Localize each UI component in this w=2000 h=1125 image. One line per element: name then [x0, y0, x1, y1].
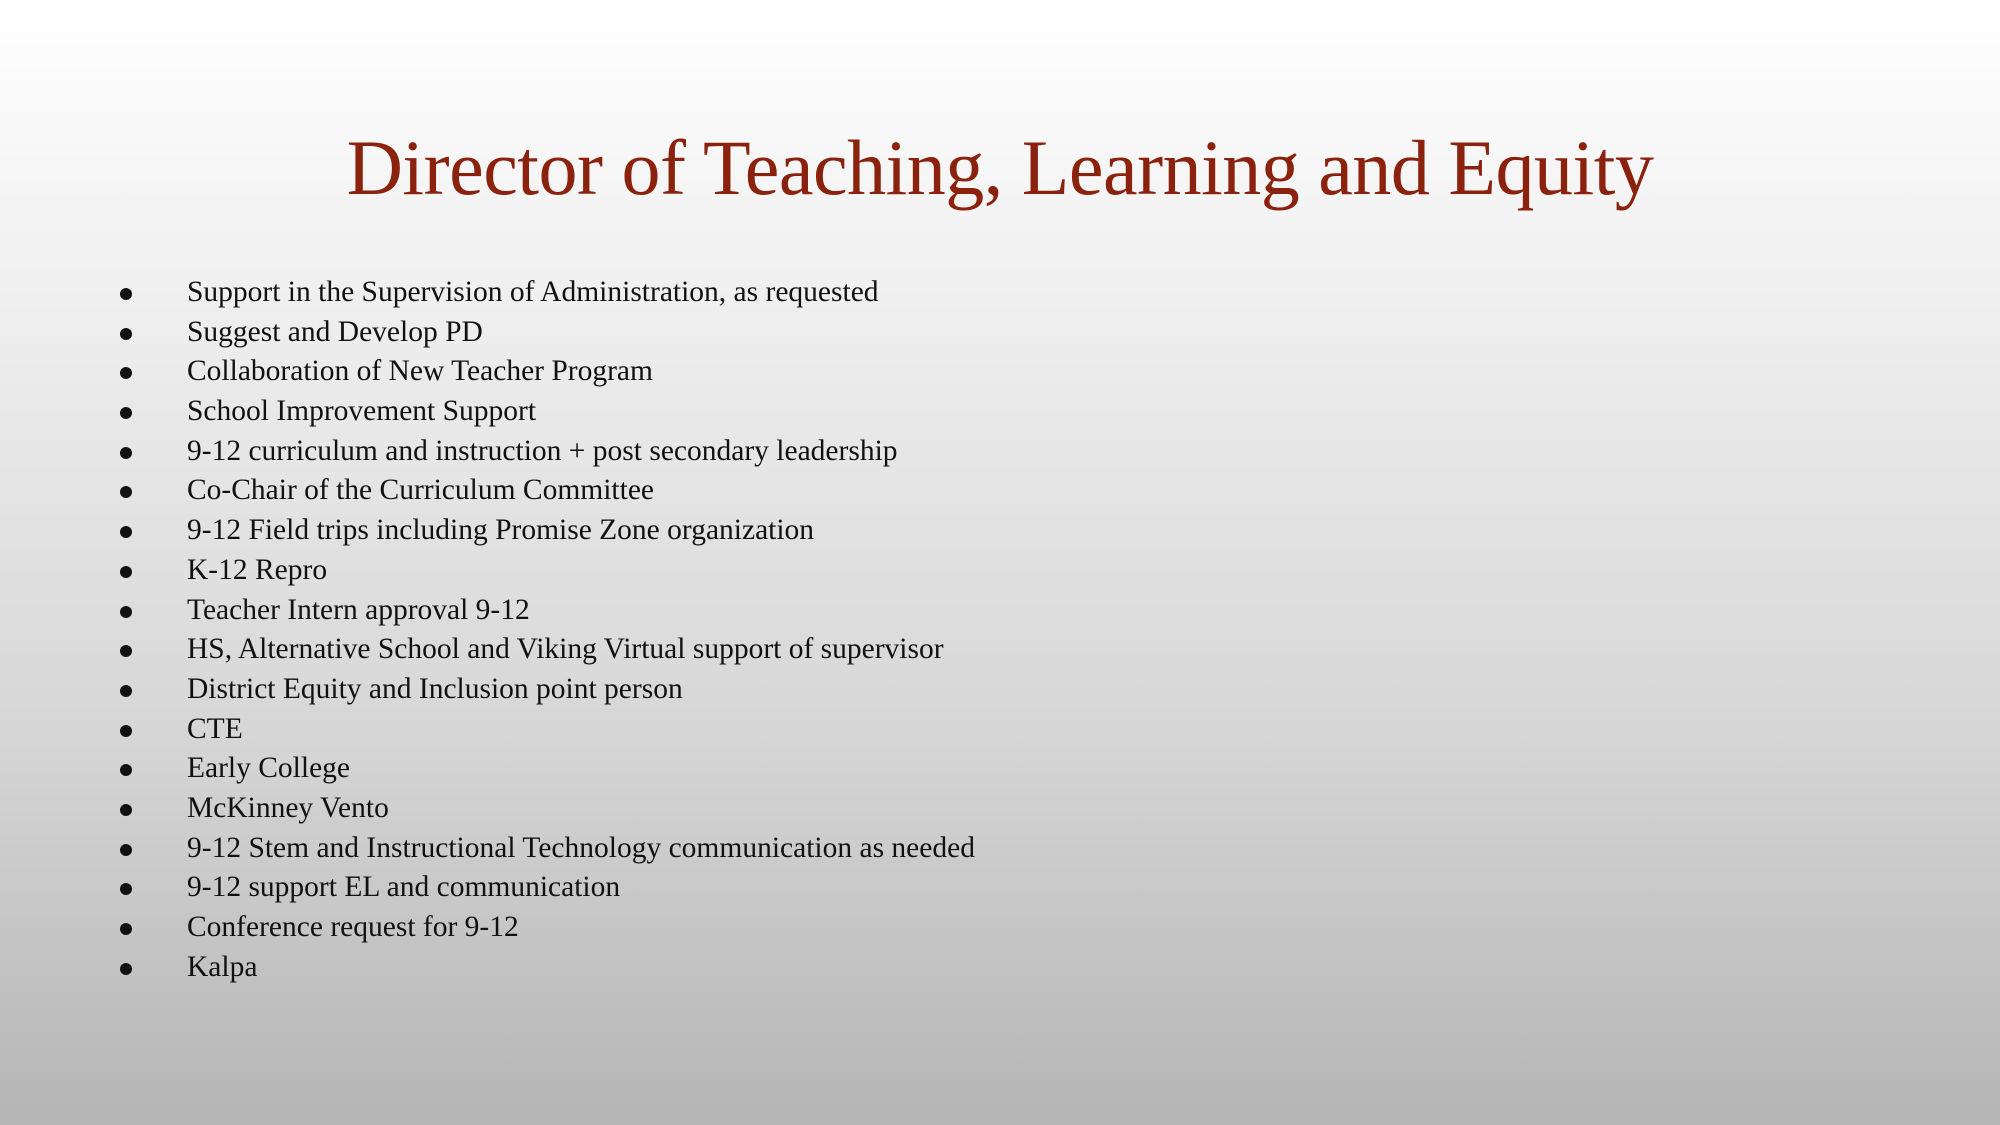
list-item-text: 9-12 support EL and communication [187, 871, 621, 904]
list-item-text: Co-Chair of the Curriculum Committee [187, 474, 655, 507]
bullet-dot-icon [120, 725, 132, 737]
bullet-dot-icon [120, 328, 132, 340]
list-item-text: Suggest and Develop PD [187, 315, 483, 348]
list-item-text: K-12 Repro [187, 553, 328, 586]
list-item-text: Kalpa [187, 950, 258, 983]
bullet-dot-icon [120, 883, 132, 895]
bullet-dot-icon [120, 367, 132, 379]
list-item-text: 9-12 Field trips including Promise Zone organization [187, 514, 815, 547]
bullet-dot-icon [120, 923, 132, 935]
bullet-dot-icon [120, 804, 132, 816]
list-item-text: 9-12 curriculum and instruction + post secondary leadership [187, 434, 898, 467]
bullet-dot-icon [120, 606, 132, 618]
list-item-text: School Improvement Support [187, 395, 537, 428]
list-item-text: 9-12 Stem and Instructional Technology communication as needed [187, 831, 975, 864]
slide-title: Director of Teaching, Learning and Equity [346, 124, 1654, 211]
list-item-text: McKinney Vento [187, 791, 389, 824]
list-item-text: District Equity and Inclusion point person [187, 672, 683, 705]
bullet-dot-icon [120, 486, 132, 498]
list-item-text: Collaboration of New Teacher Program [187, 355, 653, 388]
bullet-dot-icon [120, 963, 132, 975]
list-item-text: Support in the Supervision of Administration, as requested [187, 276, 879, 308]
list-item-text: CTE [187, 712, 243, 745]
bullet-dot-icon [120, 764, 132, 776]
list-item-text: Teacher Intern approval 9-12 [187, 593, 530, 626]
bullet-dot-icon [120, 645, 132, 657]
bullet-dot-icon [120, 407, 132, 419]
list-item-text: Early College [187, 752, 351, 785]
bullet-dot-icon [120, 447, 132, 459]
list-item-text: Conference request for 9-12 [187, 911, 519, 943]
bullet-dot-icon [120, 566, 132, 578]
bullet-dot-icon [120, 526, 132, 538]
bullet-dot-icon [120, 288, 132, 300]
bullet-dot-icon [120, 685, 132, 697]
list-item-text: HS, Alternative School and Viking Virtual support of supervisor [187, 633, 944, 666]
bullet-dot-icon [120, 844, 132, 856]
